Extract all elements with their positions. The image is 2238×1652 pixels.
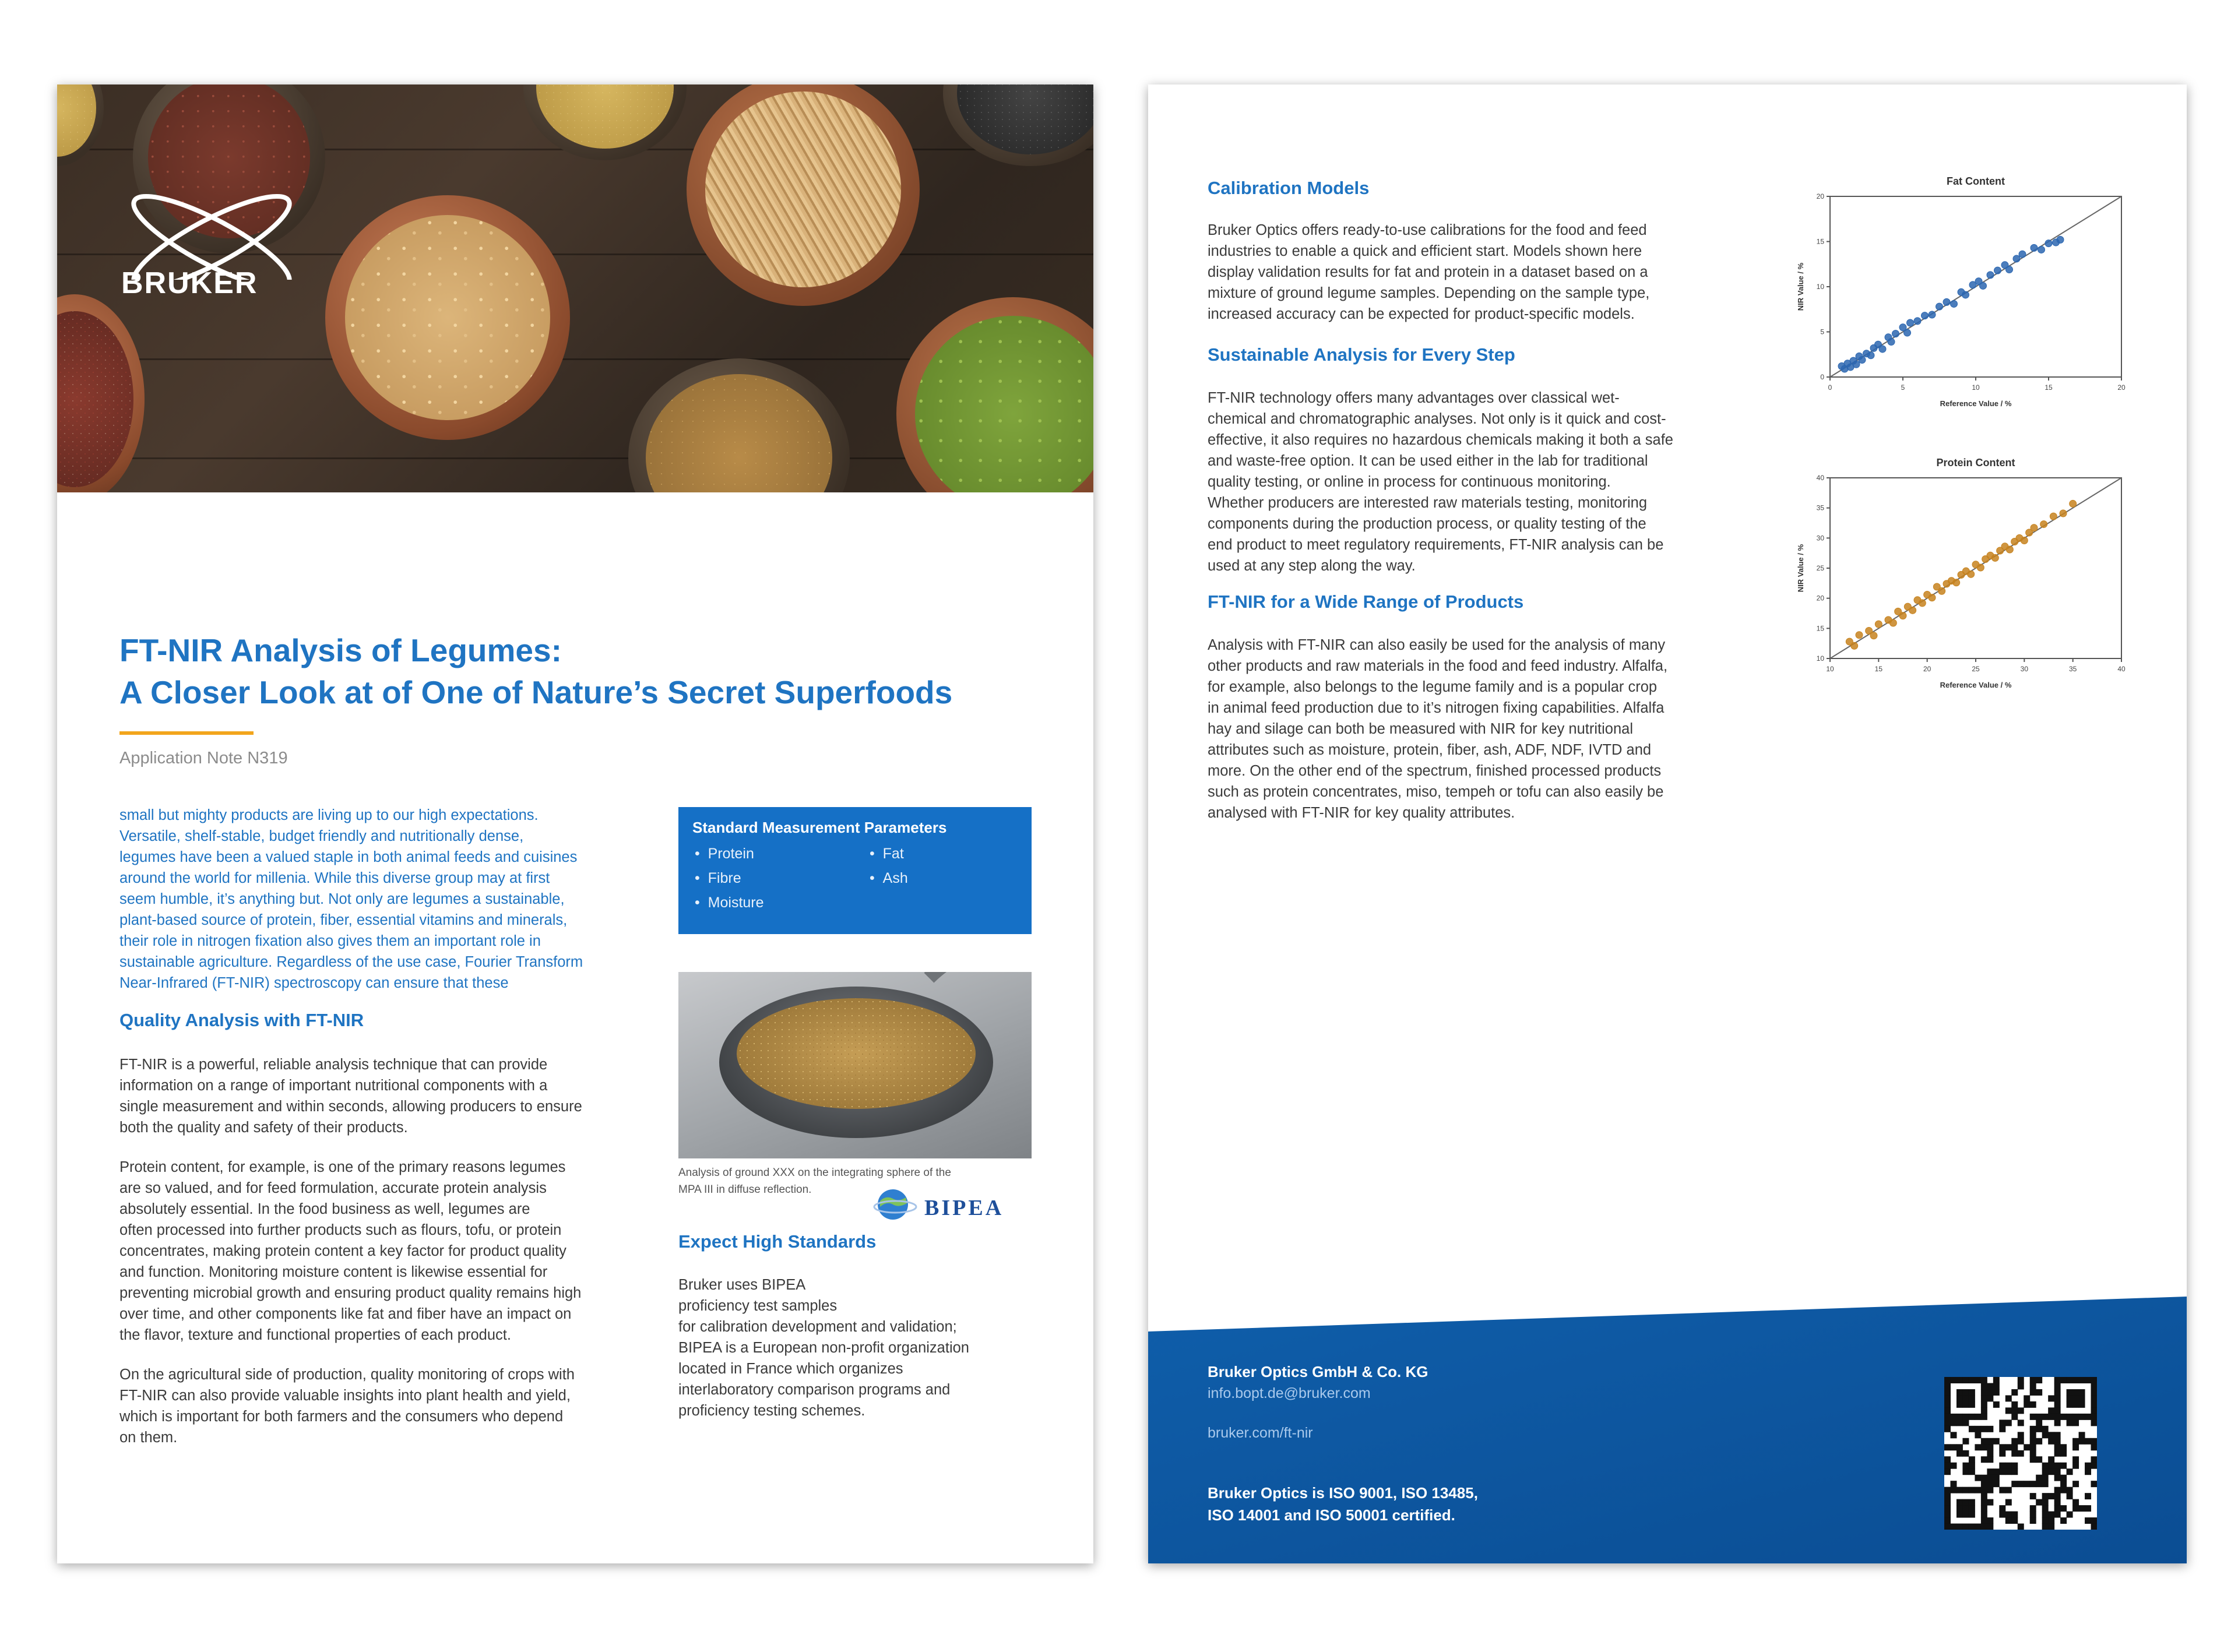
y-tick-label: 10 [1816,283,1824,291]
text-line: Versatile, shelf-stable, budget friendly and nutritionally dense, [119,828,524,844]
text-line: proficiency testing schemes. [678,1403,865,1419]
y-tick-label: 25 [1816,564,1824,572]
text-line: analysed with FT-NIR for key quality attributes. [1208,805,1515,821]
bipea-logo-text: BIPEA [924,1196,1004,1220]
text-line: such as protein concentrates, miso, tempeh or tofu can also easily be [1208,784,1664,800]
y-tick-label: 40 [1816,474,1824,482]
text-line: quality testing, or online in process for continuous monitoring. [1208,474,1611,490]
data-point [1994,267,2001,274]
text-line: single measurement and within seconds, allowing producers to ensure [119,1098,582,1115]
text-line: information on a range of important nutritional components with a [119,1077,548,1094]
qr-code-icon[interactable] [1944,1377,2097,1530]
data-point [1938,587,1945,594]
text-line: their role in nitrogen fixation also gives them an important role in [119,933,541,949]
data-point [2060,510,2067,517]
heading-expect-high-standards: Expect High Standards [678,1231,877,1252]
footer-website-link[interactable]: bruker.com/ft-nir [1208,1425,1313,1441]
text-line: the flavor, texture and functional properties of each product. [119,1327,511,1343]
text-line: seem humble, it’s anything but. Not only are legumes a sustainable, [119,891,565,907]
fat-content-scatter-chart [1783,172,2133,422]
quality-paragraph-3 [119,1364,679,1448]
heading-quality-analysis: Quality Analysis with FT-NIR [119,1010,364,1030]
data-point [1991,554,1998,561]
text-line: more. On the other end of the spectrum, finished processed products [1208,763,1662,779]
data-point [2040,521,2047,528]
x-tick-label: 20 [1923,665,1931,673]
x-tick-label: 15 [1874,665,1883,673]
data-point [1943,298,1950,305]
data-point [2006,546,2013,553]
footer-iso-line-2: ISO 14001 and ISO 50001 certified. [1208,1506,1455,1524]
data-point [1980,282,1987,289]
text-line: located in France which organizes [678,1361,903,1377]
text-line: On the agricultural side of production, quality monitoring of crops with [119,1366,575,1383]
y-tick-label: 15 [1816,237,1824,246]
data-point [1892,330,1899,337]
x-tick-label: 15 [2045,383,2053,392]
text-line: industries to enable a quick and efficient start. Models shown here [1208,243,1642,259]
y-tick-label: 10 [1816,654,1824,663]
data-point [2019,251,2026,258]
x-tick-label: 40 [2117,665,2126,673]
footer-email-link[interactable]: info.bopt.de@bruker.com [1208,1385,1371,1401]
x-tick-label: 35 [2068,665,2077,673]
text-line: in animal feed production due to it’s nitrogen fixing capabilities. Alfalfa [1208,700,1665,716]
data-point [1909,607,1916,614]
text-line: are so valued, and for feed formulation, accurate protein analysis [119,1180,547,1196]
text-line: display validation results for fat and protein in a dataset based on a [1208,264,1648,280]
text-line: other products and raw materials in the food and feed industry. Alfalfa, [1208,658,1668,674]
globe-icon [872,1186,919,1223]
x-tick-label: 10 [1972,383,1980,392]
measurement-parameters-box [678,807,1032,934]
text-line: for example, also belongs to the legume family and is a popular crop [1208,679,1658,695]
x-tick-label: 10 [1826,665,1834,673]
text-line: absolutely essential. In the food business as well, legumes are [119,1201,530,1217]
quality-paragraph-2 [119,1157,679,1345]
text-line: used at any step along the way. [1208,558,1416,574]
text-line: and function. Monitoring moisture content is likewise essential for [119,1264,548,1280]
data-point [2021,537,2028,544]
title-line-1: FT-NIR Analysis of Legumes: [119,632,562,668]
data-point [1870,632,1877,639]
text-line: FT-NIR technology offers many advantages over classical wet- [1208,390,1620,406]
y-axis-label: NIR Value / % [1796,544,1805,593]
y-tick-label: 35 [1816,503,1824,512]
text-line: proficiency test samples [678,1298,838,1314]
data-point [2045,240,2052,247]
range-paragraph [1208,635,1767,823]
parameter-item: • Fibre [695,870,741,886]
data-point [2057,236,2064,243]
y-tick-label: 0 [1820,373,1824,381]
text-line: Bruker uses BIPEA [678,1277,806,1293]
quality-paragraph-1 [119,1054,679,1138]
y-tick-label: 15 [1816,624,1824,633]
text-line: often processed into further products such as flours, tofu, or protein [119,1222,562,1238]
intro-paragraph [119,805,679,994]
data-point [1888,339,1895,346]
calibration-paragraph [1208,220,1767,325]
data-point [1929,311,1936,318]
bipea-logo [872,1186,1012,1223]
document-page-2 [1148,84,2187,1563]
heading-calibration-models: Calibration Models [1208,178,1370,198]
data-point [2038,246,2045,253]
data-point [1929,594,1936,601]
y-tick-label: 5 [1820,327,1824,336]
text-line: Near-Infrared (FT-NIR) spectroscopy can ensure that these [119,975,509,991]
qr-code-pattern [1944,1377,2097,1530]
text-line: BIPEA is a European non-profit organization [678,1340,969,1356]
x-axis-label: Reference Value / % [1940,681,2012,689]
text-line: effective, it also requires no hazardous chemicals making it both a safe [1208,432,1673,448]
text-line: Bruker Optics offers ready-to-use calibrations for the food and feed [1208,222,1647,238]
data-point [1953,579,1960,586]
standards-paragraph [678,1274,1086,1421]
protein-content-scatter-chart [1783,453,2133,704]
parameters-heading: Standard Measurement Parameters [692,819,947,836]
data-point [1987,272,1994,279]
text-line: hay and silage can both be measured with NIR for key nutritional [1208,721,1633,737]
application-note-number: Application Note N319 [119,749,288,767]
data-point [2050,513,2057,520]
data-point [1879,346,1886,353]
chart-title: Protein Content [1936,457,2015,469]
data-point [1914,318,1921,325]
text-line: sustainable agriculture. Regardless of the use case, Fourier Transform [119,954,583,970]
hero-image-legumes [57,84,1093,492]
title-line-2: A Closer Look at of One of Nature’s Secret Superfoods [119,674,953,710]
data-point [2031,244,2038,251]
bruker-logo-text: BRUKER [121,266,258,300]
text-line: chemical and chromatographic analyses. Not only is it quick and cost- [1208,411,1666,427]
parameter-item: • Moisture [695,894,764,911]
parameter-item: • Fat [870,846,904,862]
text-line: components during the production process, or quality testing of the [1208,516,1646,532]
text-line: plant-based source of protein, fiber, essential vitamins and minerals, [119,912,568,928]
text-line: end product to meet regulatory requirements, FT-NIR analysis can be [1208,537,1664,553]
data-point [1962,291,1969,298]
text-line: Protein content, for example, is one of the primary reasons legumes [119,1159,566,1175]
text-line: concentrates, making protein content a key factor for product quality [119,1243,566,1259]
data-point [1907,319,1914,326]
text-line: and waste-free option. It can be used either in the lab for traditional [1208,453,1648,469]
chart-title: Fat Content [1947,175,2005,187]
document-page-1 [57,84,1093,1563]
x-tick-label: 0 [1828,383,1832,392]
data-point [1859,357,1866,364]
y-axis-label: NIR Value / % [1796,262,1805,311]
data-point [1889,619,1896,626]
data-point [2006,266,2013,273]
parameter-item: • Ash [870,870,908,886]
data-point [1968,570,1975,577]
text-line: over time, and other components like fat and fiber have an impact on [119,1306,572,1322]
data-point [1919,600,1926,607]
text-line: for calibration development and validation; [678,1319,957,1335]
data-point [2013,255,2020,262]
x-tick-label: 5 [1901,383,1905,392]
footer-company-name: Bruker Optics GmbH & Co. KG [1208,1363,1428,1380]
y-tick-label: 20 [1816,192,1824,200]
instrument-sample-photo [678,972,1032,1158]
data-point [1977,564,1984,571]
text-line: on them. [119,1429,178,1446]
footer-iso-line-1: Bruker Optics is ISO 9001, ISO 13485, [1208,1484,1478,1502]
data-point [1867,352,1874,359]
x-axis-label: Reference Value / % [1940,399,2012,408]
text-line: FT-NIR can also provide valuable insights into plant health and yield, [119,1387,571,1404]
bruker-logo [115,192,308,300]
x-tick-label: 30 [2020,665,2029,673]
caption-line: Analysis of ground XXX on the integrating sphere of the [678,1167,951,1179]
text-line: increased accuracy can be expected for product-specific models. [1208,306,1635,322]
data-point [1904,329,1911,336]
data-point [1853,361,1860,368]
text-line: mixture of ground legume samples. Depending on the sample type, [1208,285,1650,301]
data-point [1856,632,1863,639]
x-tick-label: 20 [2117,383,2126,392]
x-tick-label: 25 [1972,665,1980,673]
text-line: preventing microbial growth and ensuring product quality remains high [119,1285,582,1301]
text-line: FT-NIR is a powerful, reliable analysis technique that can provide [119,1056,548,1073]
title-divider [119,731,254,735]
caption-line: MPA III in diffuse reflection. [678,1183,812,1196]
data-point [1899,612,1906,619]
text-line: interlaboratory comparison programs and [678,1382,951,1398]
data-point [1936,303,1943,310]
data-point [2031,524,2038,531]
parameter-item: • Protein [695,846,754,862]
heading-wide-range-of-products: FT-NIR for a Wide Range of Products [1208,591,1524,612]
document-title [119,629,1081,713]
data-point [1851,642,1858,649]
text-line: attributes such as moisture, protein, fiber, ash, ADF, NDF, IVTD and [1208,742,1652,758]
heading-sustainable-analysis: Sustainable Analysis for Every Step [1208,344,1515,365]
y-tick-label: 20 [1816,594,1824,603]
text-line: Whether producers are interested raw materials testing, monitoring [1208,495,1648,511]
text-line: legumes have been a valued staple in both animal feeds and cuisines [119,849,578,865]
y-tick-label: 30 [1816,534,1824,543]
data-point [1951,300,1958,307]
data-point [1875,621,1882,628]
text-line: both the quality and safety of their products. [119,1119,408,1136]
text-line: small but mighty products are living up to our high expectations. [119,807,539,823]
text-line: which is important for both farmers and the consumers who depend [119,1408,564,1425]
text-line: Analysis with FT-NIR can also easily be used for the analysis of many [1208,637,1666,653]
data-point [2070,500,2077,507]
text-line: around the world for millenia. While this diverse group may at first [119,870,550,886]
data-point [1922,312,1929,319]
sustainable-paragraph [1208,388,1767,576]
